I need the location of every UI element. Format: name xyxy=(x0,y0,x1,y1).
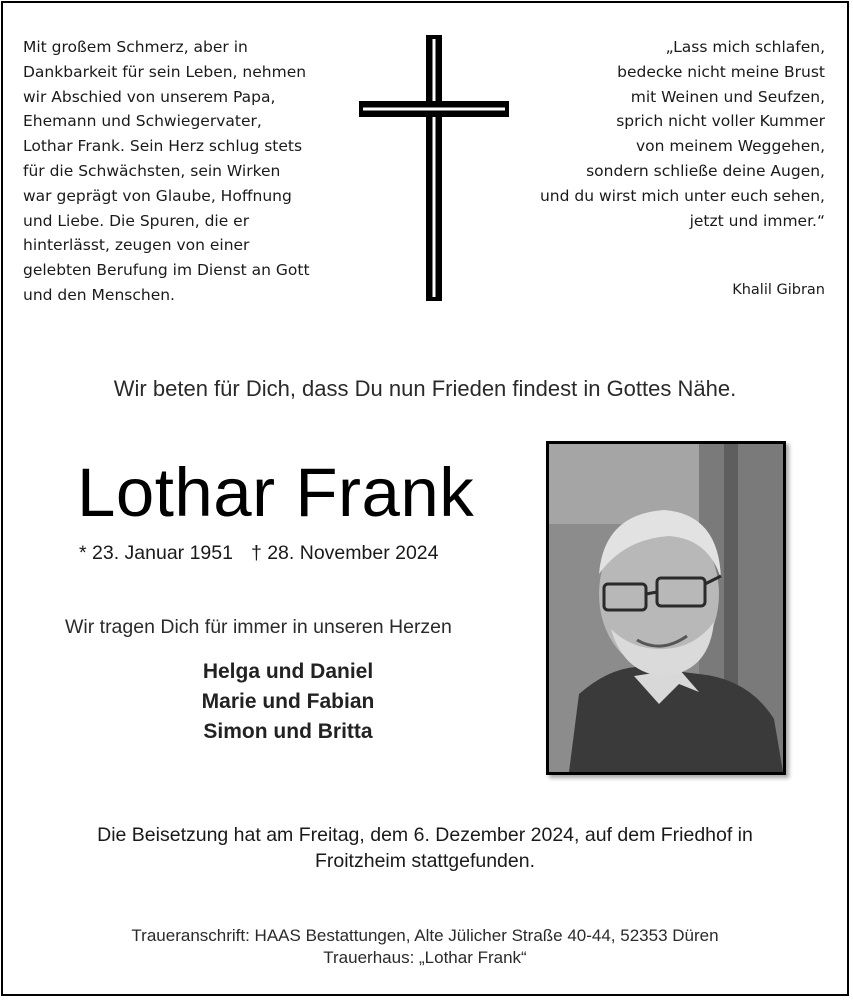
prayer-line: Wir beten für Dich, dass Du nun Frieden findest in Gottes Nähe. xyxy=(113,376,737,401)
family-name: Helga und Daniel xyxy=(202,660,374,683)
memorial-line: wir Abschied von unserem Papa, xyxy=(23,87,276,106)
memorial-line: hinterlässt, zeugen von einer xyxy=(23,236,250,255)
quote-line: sondern schließe deine Augen, xyxy=(586,161,825,180)
address-line: Traueranschrift: HAAS Bestattungen, Alte Jülicher Straße 40-44, 52353 Düren xyxy=(131,926,719,945)
mourning-address xyxy=(3,925,847,969)
birth-date: * 23. Januar 1951 xyxy=(79,542,233,564)
quote-line: „Lass mich schlafen, xyxy=(665,38,825,56)
quote-author: Khalil Gibran xyxy=(732,282,825,298)
memorial-line: und den Menschen. xyxy=(23,285,175,304)
quote-text xyxy=(495,35,825,233)
quote-line: mit Weinen und Seufzen, xyxy=(630,87,825,106)
quote-line: und du wirst mich unter euch sehen, xyxy=(539,186,825,205)
portrait-photo xyxy=(546,441,786,775)
quote-line: bedecke nicht meine Brust xyxy=(617,62,825,81)
life-dates xyxy=(79,542,439,565)
memorial-line: und Liebe. Die Spuren, die er xyxy=(23,211,250,230)
quote-line: jetzt und immer.“ xyxy=(689,211,825,230)
deceased-name: Lothar Frank xyxy=(77,454,475,531)
funeral-line: Froitzheim stattgefunden. xyxy=(314,850,536,872)
portrait-icon xyxy=(549,444,783,772)
memorial-text xyxy=(23,35,343,308)
death-date: † 28. November 2024 xyxy=(250,542,439,564)
memorial-line: Dankbarkeit für sein Leben, nehmen xyxy=(23,62,307,81)
memorial-line: Mit großem Schmerz, aber in xyxy=(23,38,248,56)
memorial-line: war geprägt von Glaube, Hoffnung xyxy=(23,186,292,205)
memorial-line: Lothar Frank. Sein Herz schlug stets xyxy=(23,137,303,156)
obituary-notice xyxy=(1,1,849,996)
family-names xyxy=(133,657,443,747)
family-name: Marie und Fabian xyxy=(201,690,375,713)
quote-line: sprich nicht voller Kummer xyxy=(616,112,825,131)
address-line: Trauerhaus: „Lothar Frank“ xyxy=(323,948,527,967)
family-name: Simon und Britta xyxy=(203,720,373,743)
funeral-line: Die Beisetzung hat am Freitag, dem 6. Dezember 2024, auf dem Friedhof in xyxy=(97,824,753,846)
memorial-line: gelebten Berufung im Dienst an Gott xyxy=(23,261,310,280)
memorial-line: für die Schwächsten, sein Wirken xyxy=(23,161,281,180)
funeral-info xyxy=(3,822,847,874)
christian-cross-icon xyxy=(359,35,509,301)
memorial-line: Ehemann und Schwiegervater, xyxy=(23,112,262,131)
remembrance-line: Wir tragen Dich für immer in unseren Herzen xyxy=(65,616,452,638)
quote-line: von meinem Weggehen, xyxy=(635,137,825,156)
